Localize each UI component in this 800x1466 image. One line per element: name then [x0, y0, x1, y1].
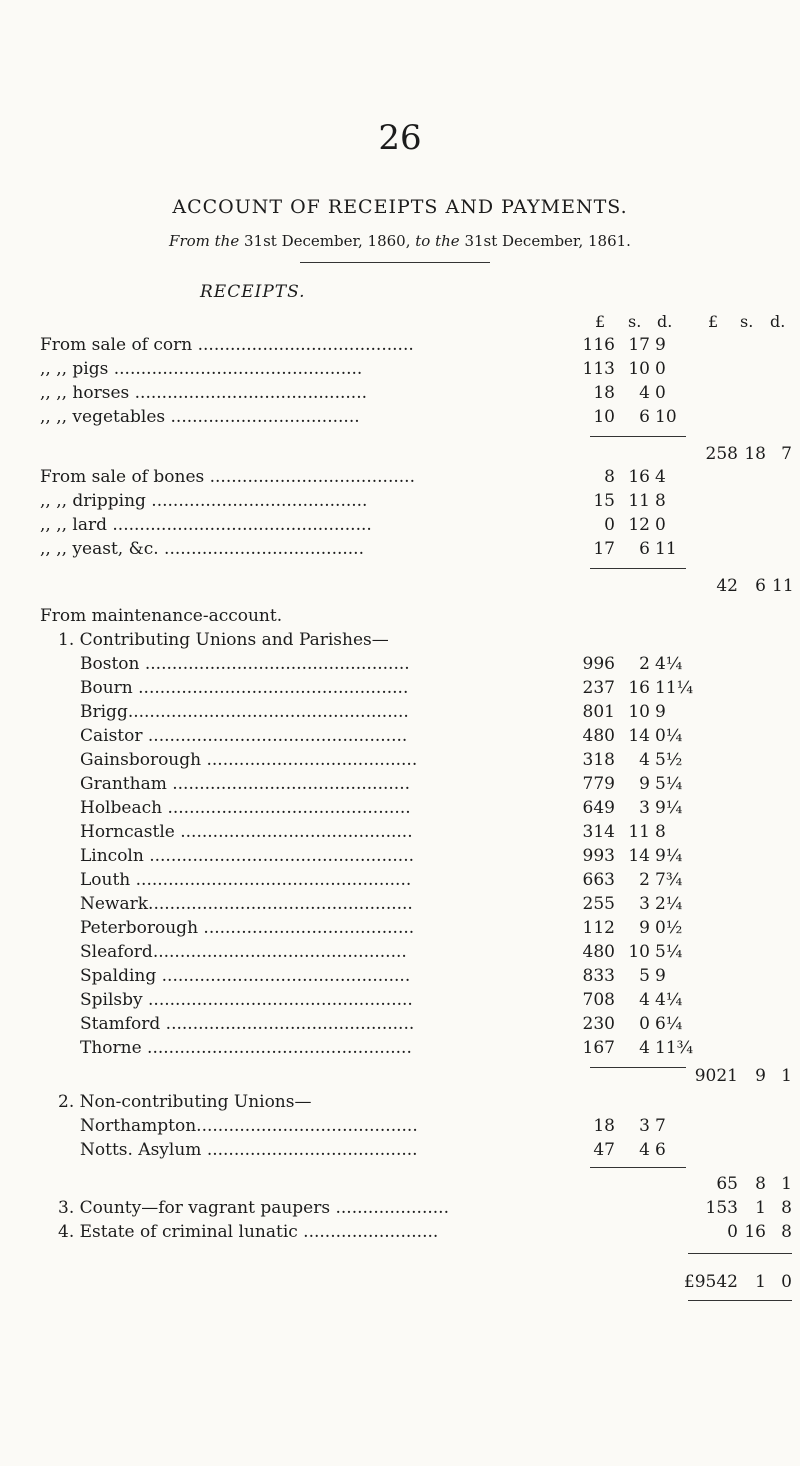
- row-shillings: 2: [639, 870, 650, 890]
- table-row: [0, 467, 800, 491]
- table-row: [0, 1014, 800, 1038]
- row-pounds: 112: [582, 918, 615, 938]
- header-total-shillings: s.: [740, 312, 754, 331]
- subtotal-shillings: 18: [744, 444, 766, 464]
- row-label: Louth ...................................................: [80, 870, 412, 890]
- row-pounds: 15: [593, 491, 615, 511]
- noncontributing-heading: 2. Non-contributing Unions—: [58, 1092, 312, 1112]
- row-pounds: 0: [604, 515, 615, 535]
- row-pounds: 47: [593, 1140, 615, 1160]
- row-label: Stamford ..............................................: [80, 1014, 415, 1034]
- subtotal-row: [0, 1174, 800, 1198]
- table-row: [0, 990, 800, 1014]
- row-pence: 7: [655, 1116, 666, 1136]
- row-pence: 10: [655, 407, 677, 427]
- subtotal-pence: 1: [781, 1174, 792, 1194]
- row-pounds: 113: [582, 359, 615, 379]
- row-shillings: 16: [744, 1222, 766, 1242]
- table-row: [0, 1140, 800, 1164]
- table-row: [0, 383, 800, 407]
- row-shillings: 3: [639, 1116, 650, 1136]
- row-pence: 8: [781, 1222, 792, 1242]
- row-label: Newark.................................................: [80, 894, 413, 914]
- header-pence: d.: [657, 312, 673, 331]
- row-pounds: 993: [582, 846, 615, 866]
- row-shillings: 4: [639, 383, 650, 403]
- title-rule: [300, 262, 490, 263]
- table-row: [0, 407, 800, 431]
- row-pence: 0: [655, 515, 666, 535]
- subtotal-pence: 7: [781, 444, 792, 464]
- table-row: [0, 335, 800, 359]
- row-shillings: 4: [639, 1140, 650, 1160]
- row-label: Grantham ............................................: [80, 774, 410, 794]
- row-pence: 9: [655, 702, 666, 722]
- header-shillings: s.: [628, 312, 642, 331]
- row-pounds: 663: [582, 870, 615, 890]
- row-shillings: 10: [628, 359, 650, 379]
- subtitle-year1: 1860,: [367, 232, 411, 250]
- row-shillings: 11: [628, 822, 650, 842]
- row-label: From sale of bones ......................................: [40, 467, 415, 487]
- row-shillings: 16: [628, 467, 650, 487]
- row-pence: 0¼: [655, 726, 683, 746]
- subtotal-shillings: 6: [755, 576, 766, 596]
- table-row: [0, 515, 800, 539]
- row-pence: 11¾: [655, 1038, 694, 1058]
- table-row: [0, 654, 800, 678]
- row-shillings: 9: [639, 774, 650, 794]
- row-shillings: 11: [628, 491, 650, 511]
- row-label: ,, ,, horses ...........................................: [40, 383, 368, 403]
- table-row: [0, 750, 800, 774]
- row-pounds: 314: [582, 822, 615, 842]
- row-shillings: 4: [639, 1038, 650, 1058]
- subtitle-from: From the: [169, 232, 240, 250]
- row-pence: 8: [655, 491, 666, 511]
- table-row: [0, 798, 800, 822]
- table-row: [0, 702, 800, 726]
- row-pence: 5¼: [655, 774, 683, 794]
- header-pounds: £: [595, 312, 606, 331]
- row-label: From sale of corn ........................................: [40, 335, 414, 355]
- table-row: [0, 870, 800, 894]
- subtotal-pounds: 65: [716, 1174, 738, 1194]
- table-row: [0, 942, 800, 966]
- row-pence: 9: [655, 966, 666, 986]
- table-row: [0, 359, 800, 383]
- grand-total-pence: 0: [781, 1272, 792, 1292]
- contributing-heading: 1. Contributing Unions and Parishes—: [58, 630, 389, 650]
- grand-total-pounds: £9542: [683, 1272, 738, 1292]
- subtotal-row: [0, 444, 800, 468]
- row-pounds: 10: [593, 407, 615, 427]
- row-pence: 11¼: [655, 678, 694, 698]
- row-pounds: 0: [727, 1222, 738, 1242]
- row-pounds: 996: [582, 654, 615, 674]
- row-pence: 5¼: [655, 942, 683, 962]
- subtitle-to: to the: [415, 232, 460, 250]
- row-pence: 0: [655, 359, 666, 379]
- row-label: Lincoln .................................................: [80, 846, 415, 866]
- table-row: [0, 894, 800, 918]
- row-pence: 0: [655, 383, 666, 403]
- row-pounds: 116: [582, 335, 615, 355]
- row-pence: 9: [655, 335, 666, 355]
- subtotal-row: [0, 1066, 800, 1090]
- row-label: ,, ,, vegetables ...................................: [40, 407, 360, 427]
- row-shillings: 3: [639, 798, 650, 818]
- row-shillings: 9: [639, 918, 650, 938]
- row-label: Sleaford...............................................: [80, 942, 407, 962]
- row-pounds: 833: [582, 966, 615, 986]
- row-shillings: 14: [628, 846, 650, 866]
- row-shillings: 4: [639, 750, 650, 770]
- row-pence: 0½: [655, 918, 683, 938]
- page-number: 26: [378, 118, 422, 158]
- row-shillings: 3: [639, 894, 650, 914]
- subtotal-shillings: 8: [755, 1174, 766, 1194]
- section-heading: RECEIPTS.: [200, 282, 306, 302]
- grand-total-shillings: 1: [755, 1272, 766, 1292]
- page-title: ACCOUNT OF RECEIPTS AND PAYMENTS.: [172, 196, 628, 218]
- grand-total-rule-bottom: [688, 1300, 792, 1301]
- row-shillings: 17: [628, 335, 650, 355]
- row-shillings: 14: [628, 726, 650, 746]
- row-label: Horncastle ...........................................: [80, 822, 413, 842]
- row-pounds: 318: [582, 750, 615, 770]
- maintenance-heading: From maintenance-account.: [40, 606, 283, 626]
- subtotal-pounds: 258: [705, 444, 738, 464]
- table-row: [0, 678, 800, 702]
- header-total-pence: d.: [770, 312, 786, 331]
- row-pence: 9¼: [655, 846, 683, 866]
- row-pence: 6: [655, 1140, 666, 1160]
- row-shillings: 2: [639, 654, 650, 674]
- row-pounds: 8: [604, 467, 615, 487]
- table-row: [0, 491, 800, 515]
- row-pence: 8: [655, 822, 666, 842]
- row-pence: 6¼: [655, 1014, 683, 1034]
- row-pounds: 230: [582, 1014, 615, 1034]
- row-label: Bourn ..................................................: [80, 678, 409, 698]
- row-pence: 4: [655, 467, 666, 487]
- row-pounds: 18: [593, 383, 615, 403]
- row-label: Holbeach .............................................: [80, 798, 411, 818]
- row-pence: 4¼: [655, 990, 683, 1010]
- table-row: [0, 1222, 800, 1246]
- row-pounds: 649: [582, 798, 615, 818]
- row-label: 3. County—for vagrant paupers .....................: [58, 1198, 449, 1218]
- subtotal-pence: 1: [781, 1066, 792, 1086]
- row-label: ,, ,, yeast, &c. .....................................: [40, 539, 364, 559]
- subtotal-pounds: 42: [716, 576, 738, 596]
- subtotal-pence: 11: [772, 576, 794, 596]
- row-pence: 4¼: [655, 654, 683, 674]
- row-label: Peterborough .......................................: [80, 918, 415, 938]
- row-label: Thorne .................................................: [80, 1038, 412, 1058]
- subtotal-pounds: 9021: [694, 1066, 738, 1086]
- subtotal-rule: [590, 436, 686, 437]
- row-pence: 5½: [655, 750, 683, 770]
- grand-total-rule-top: [688, 1253, 792, 1254]
- row-shillings: 6: [639, 407, 650, 427]
- row-pounds: 167: [582, 1038, 615, 1058]
- row-label: 4. Estate of criminal lunatic .........................: [58, 1222, 439, 1242]
- row-pounds: 255: [582, 894, 615, 914]
- row-label: Gainsborough .......................................: [80, 750, 418, 770]
- table-row: [0, 918, 800, 942]
- row-shillings: 10: [628, 702, 650, 722]
- row-label: Spalding ..............................................: [80, 966, 411, 986]
- grand-total-row: [0, 1272, 800, 1296]
- row-pence: 2¼: [655, 894, 683, 914]
- table-row: [0, 1038, 800, 1062]
- row-label: Brigg....................................................: [80, 702, 409, 722]
- row-label: Boston .................................................: [80, 654, 410, 674]
- table-row: [0, 539, 800, 563]
- table-row: [0, 966, 800, 990]
- table-row: [0, 846, 800, 870]
- row-shillings: 0: [639, 1014, 650, 1034]
- subtotal-shillings: 9: [755, 1066, 766, 1086]
- row-pounds: 480: [582, 726, 615, 746]
- subtotal-rule: [590, 568, 686, 569]
- row-pounds: 801: [582, 702, 615, 722]
- row-shillings: 16: [628, 678, 650, 698]
- row-shillings: 6: [639, 539, 650, 559]
- row-label: ,, ,, lard ................................................: [40, 515, 372, 535]
- row-label: ,, ,, dripping ........................................: [40, 491, 368, 511]
- table-row: [0, 1116, 800, 1140]
- header-total-pounds: £: [708, 312, 719, 331]
- row-pounds: 480: [582, 942, 615, 962]
- row-pence: 8: [781, 1198, 792, 1218]
- row-pounds: 779: [582, 774, 615, 794]
- row-pence: 9¼: [655, 798, 683, 818]
- subtotal-rule: [590, 1167, 686, 1168]
- row-pounds: 17: [593, 539, 615, 559]
- row-label: Caistor ................................................: [80, 726, 408, 746]
- row-pounds: 237: [582, 678, 615, 698]
- row-pounds: 153: [705, 1198, 738, 1218]
- row-label: Northampton.........................................: [80, 1116, 418, 1136]
- row-label: ,, ,, pigs ..............................................: [40, 359, 363, 379]
- subtotal-row: [0, 576, 800, 600]
- subtitle-date1: 31st December,: [243, 232, 363, 250]
- row-pence: 7¾: [655, 870, 683, 890]
- row-label: Notts. Asylum .......................................: [80, 1140, 418, 1160]
- subtitle-year2: 1861.: [588, 232, 631, 250]
- table-row: [0, 726, 800, 750]
- row-pounds: 708: [582, 990, 615, 1010]
- row-shillings: 1: [755, 1198, 766, 1218]
- row-pence: 11: [655, 539, 677, 559]
- row-shillings: 12: [628, 515, 650, 535]
- row-label: Spilsby .................................................: [80, 990, 413, 1010]
- subtitle-date2: 31st December,: [464, 232, 584, 250]
- table-row: [0, 774, 800, 798]
- row-shillings: 10: [628, 942, 650, 962]
- table-row: [0, 1198, 800, 1222]
- row-shillings: 5: [639, 966, 650, 986]
- subtitle: [0, 232, 800, 250]
- row-shillings: 4: [639, 990, 650, 1010]
- row-pounds: 18: [593, 1116, 615, 1136]
- table-row: [0, 822, 800, 846]
